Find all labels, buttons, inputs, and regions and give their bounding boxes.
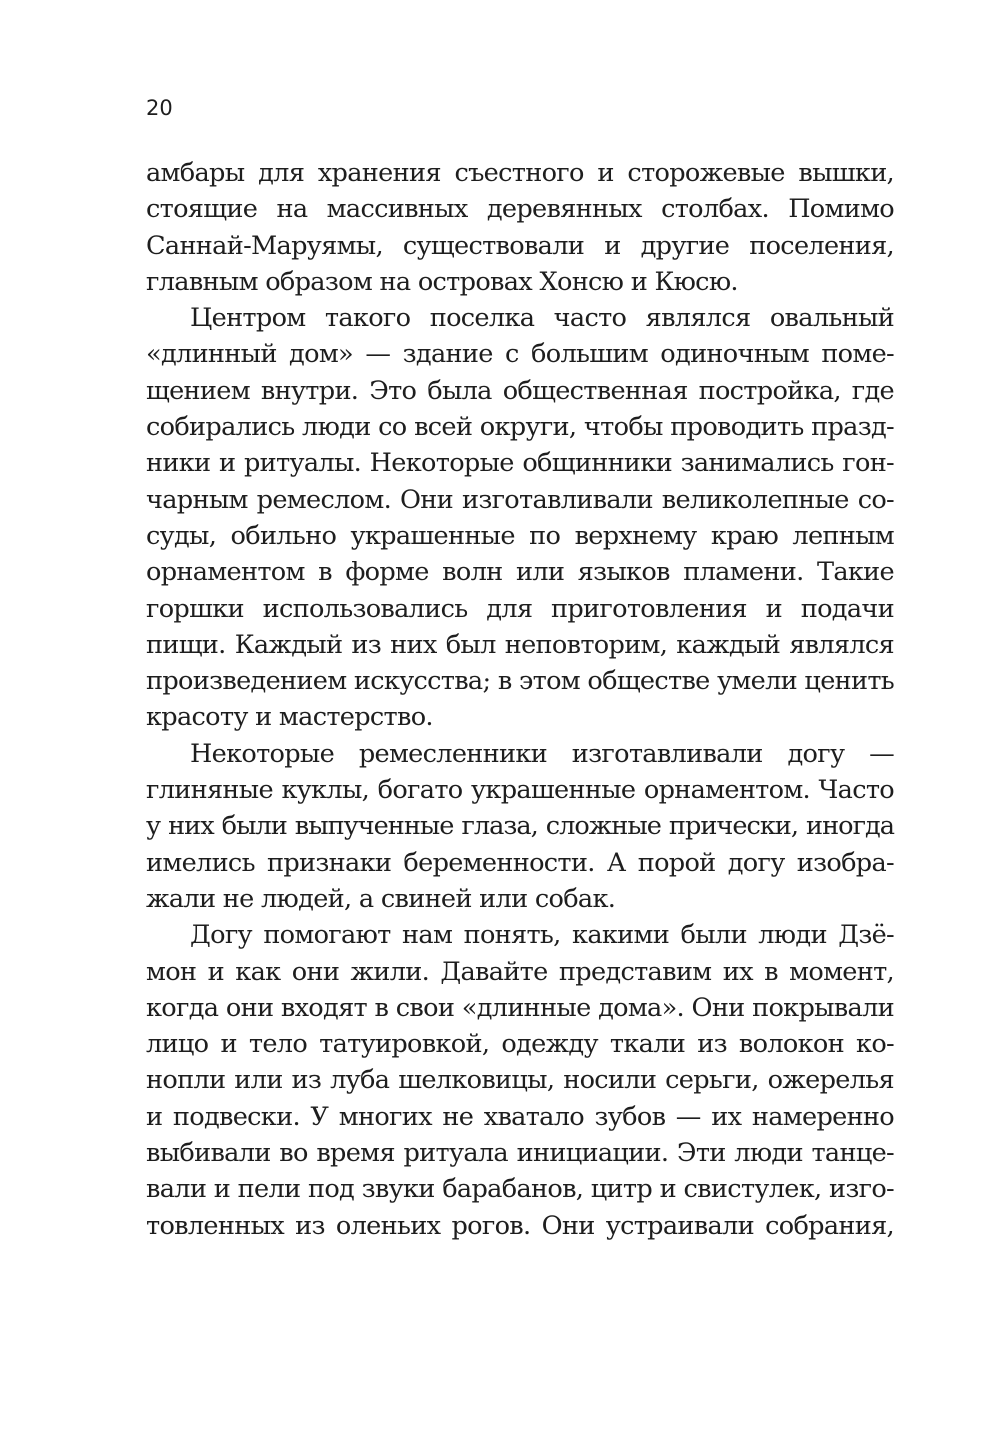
text-line: Догу помогают нам понять, какими были люди Дзё-	[190, 920, 894, 951]
text-line: товленных из оленьих рогов. Они устраивали собрания,	[146, 1210, 894, 1241]
text-line: и подвески. У многих не хватало зубов — их намеренно	[146, 1101, 894, 1132]
text-line: стоящие на массивных деревянных столбах. Помимо	[146, 194, 894, 225]
page-number: 20	[146, 96, 173, 120]
text-line: «длинный дом» — здание с большим одиночным поме-	[146, 339, 894, 370]
text-line: Саннай-Маруямы, существовали и другие поселения,	[146, 230, 894, 261]
text-line: ники и ритуалы. Некоторые общинники занимались гон-	[146, 448, 894, 479]
text-line: у них были выпученные глаза, сложные прически, иногда	[146, 811, 894, 842]
body-text	[146, 155, 894, 1244]
text-line: главным образом на островах Хонсю и Кюсю.	[146, 266, 738, 297]
text-line: красоту и мастерство.	[146, 702, 433, 733]
text-line: когда они входят в свои «длинные дома». Они покрывали	[146, 992, 894, 1023]
text-line: суды, обильно украшенные по верхнему краю лепным	[146, 520, 894, 551]
text-line: чарным ремеслом. Они изготавливали великолепные со-	[146, 484, 894, 515]
text-line: имелись признаки беременности. А порой догу изобра-	[146, 847, 894, 878]
text-line: нопли или из луба шелковицы, носили серьги, ожерелья	[146, 1065, 894, 1096]
text-line: горшки использовались для приготовления и подачи	[146, 593, 894, 624]
text-line: пищи. Каждый из них был неповторим, каждый являлся	[146, 629, 894, 660]
text-line: амбары для хранения съестного и сторожевые вышки,	[146, 158, 894, 188]
text-line: собирались люди со всей округи, чтобы проводить празд-	[146, 412, 894, 443]
text-line: щением внутри. Это была общественная постройка, где	[146, 375, 894, 406]
text-line: лицо и тело татуировкой, одежду ткали из волокон ко-	[146, 1029, 894, 1060]
text-line: выбивали во время ритуала инициации. Эти люди танце-	[146, 1138, 894, 1169]
text-line: орнаментом в форме волн или языков пламени. Такие	[146, 557, 894, 588]
text-line: вали и пели под звуки барабанов, цитр и свистулек, изго-	[146, 1174, 894, 1205]
text-line: произведением искусства; в этом обществе умели ценить	[146, 666, 895, 697]
text-line: глиняные куклы, богато украшенные орнаментом. Часто	[146, 775, 894, 806]
text-line: Центром такого поселка часто являлся овальный	[190, 303, 894, 334]
text-line: мон и как они жили. Давайте представим их в момент,	[146, 956, 894, 987]
text-line: жали не людей, а свиней или собак.	[146, 883, 616, 914]
text-line: Некоторые ремесленники изготавливали догу —	[190, 738, 894, 769]
